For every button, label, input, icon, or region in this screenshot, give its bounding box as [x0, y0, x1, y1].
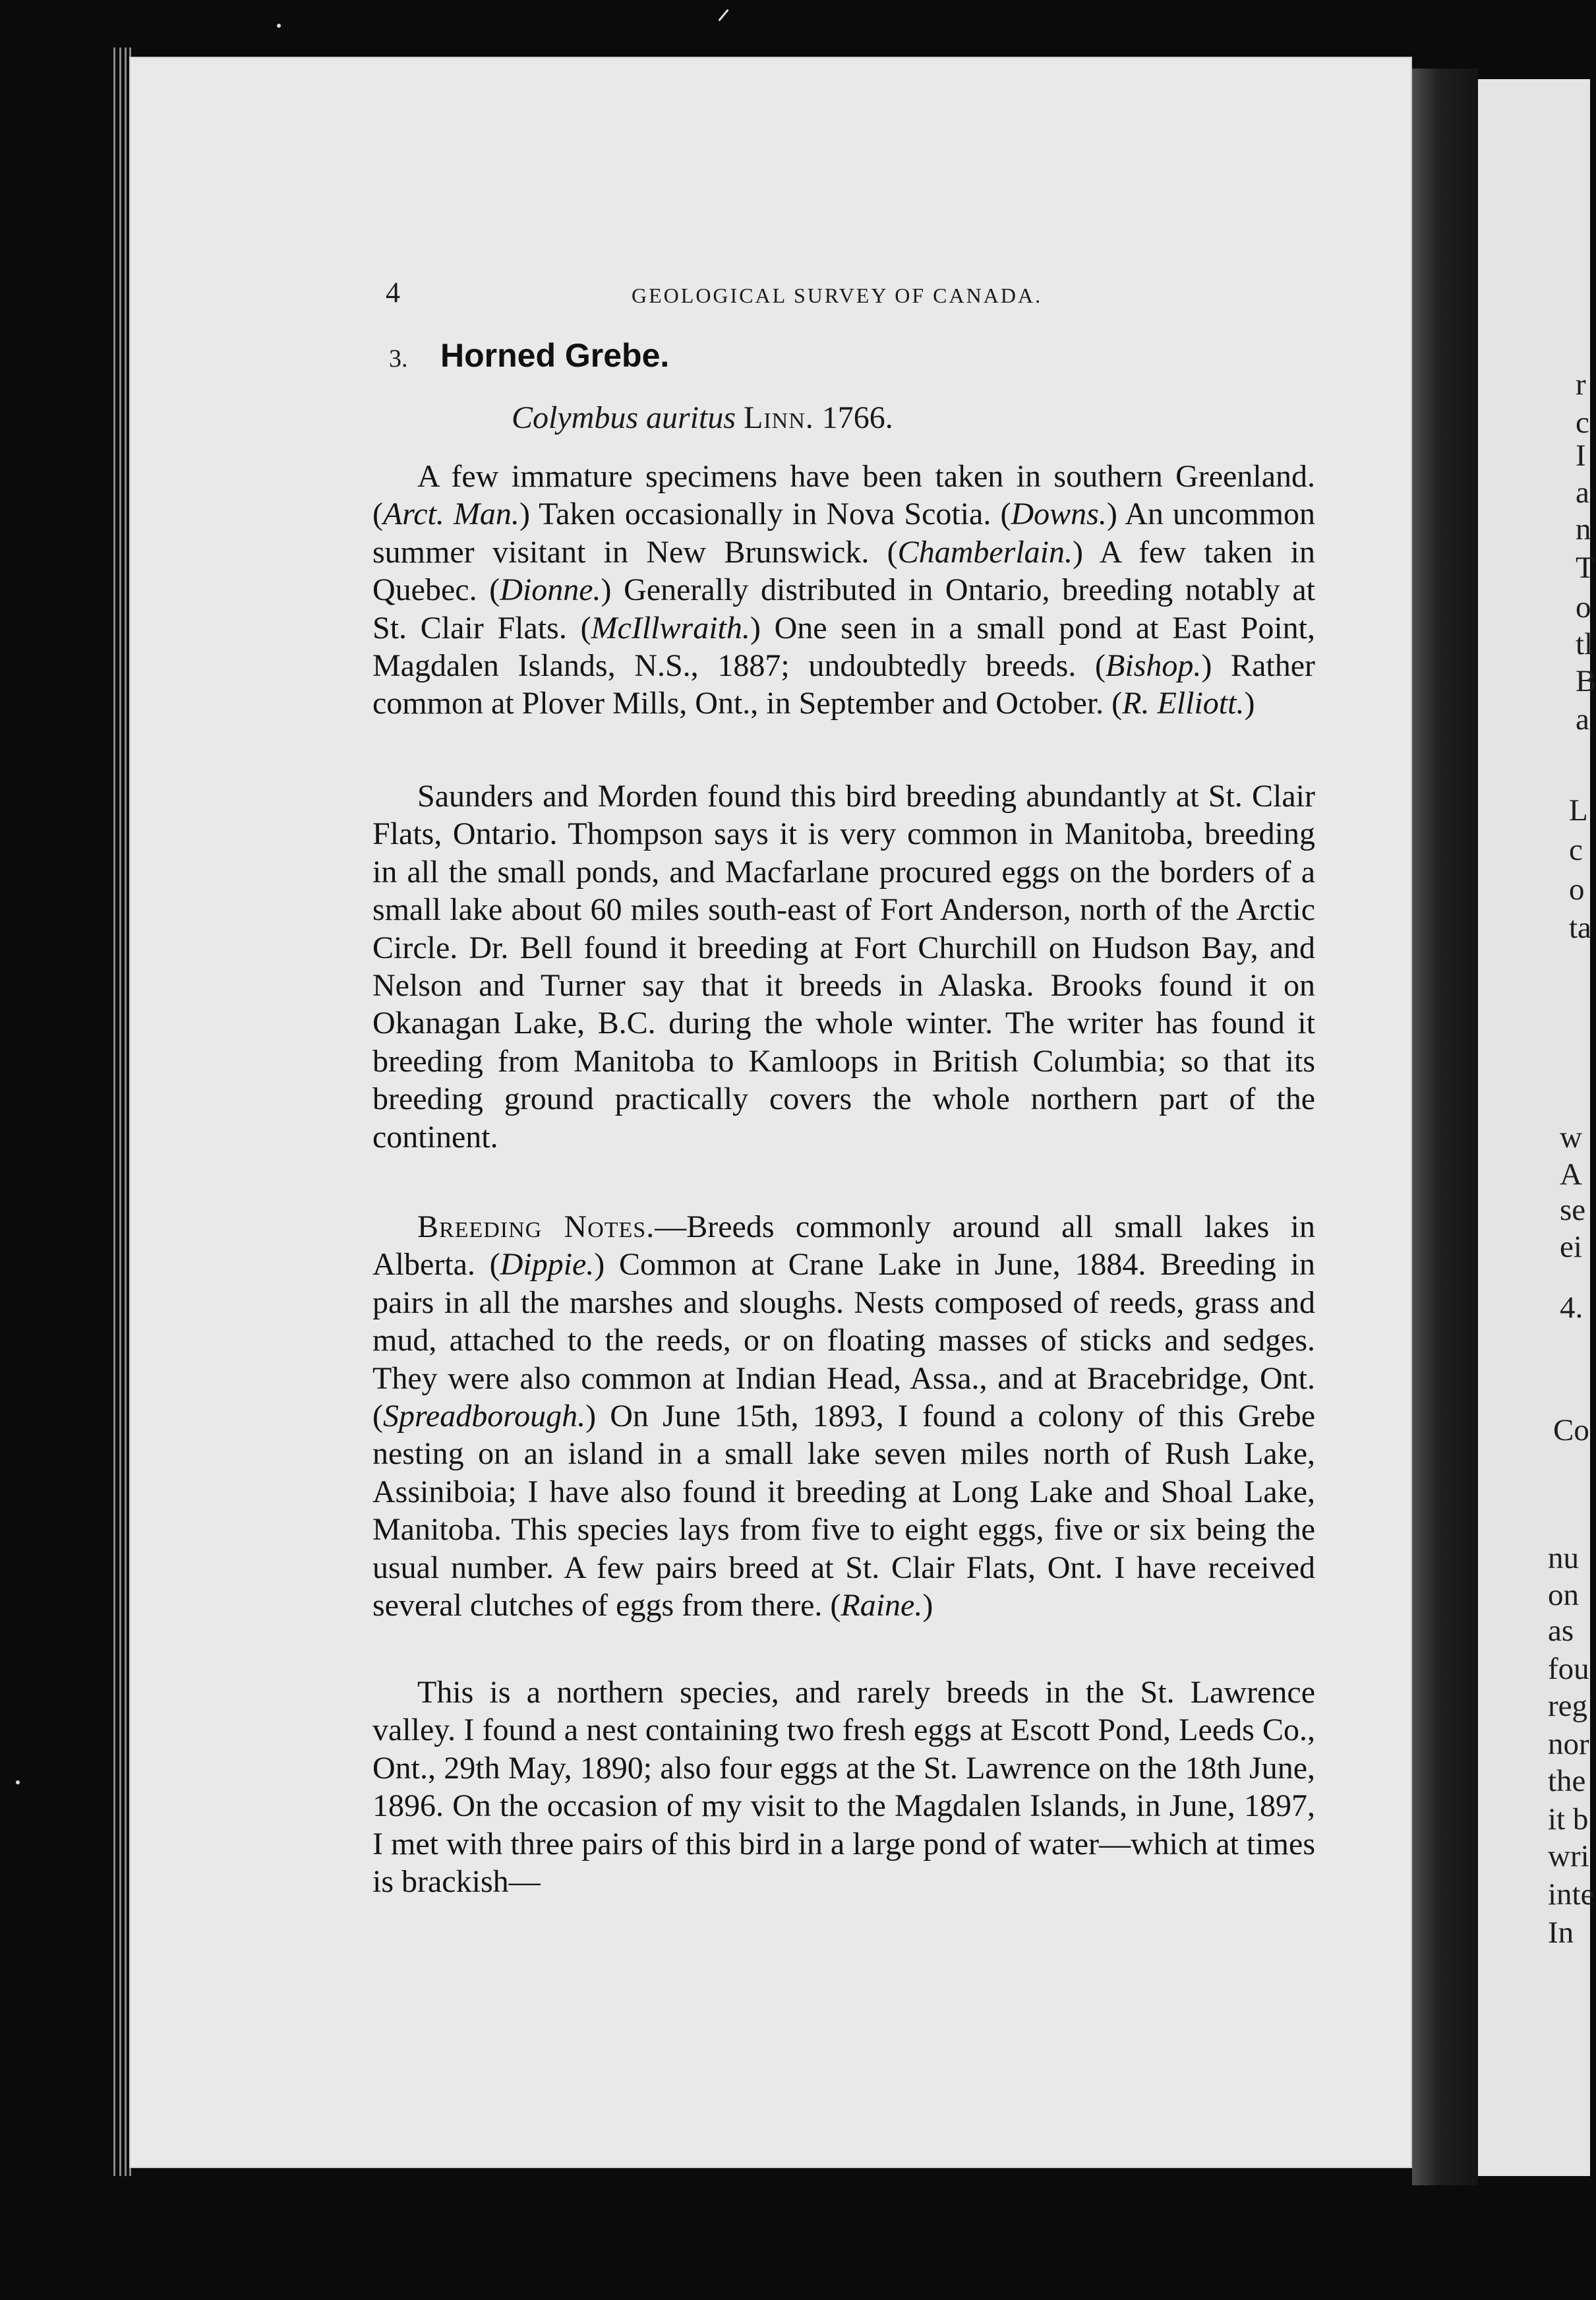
facing-line: In: [1548, 1916, 1574, 1950]
running-header: GEOLOGICAL SURVEY OF CANADA.: [632, 284, 1043, 307]
facing-line: tl: [1576, 627, 1593, 661]
citation: McIllwraith.: [591, 610, 750, 646]
paragraph-range: Saunders and Morden found this bird breeding abundantly at St. Clair Flats, Ontario. Thompson says it is very common in Manitoba, breeding in all the small ponds, and Macfarlane procured eggs on the borders of a small lake about 60 miles south-east of Fort Anderson, north of the Arctic Circle. Dr. Bell found it breeding at Fort Churchill on Hudson Bay, and Nelson and Turner say that it breeds in Alaska. Brooks found it on Okanagan Lake, B.C. during the whole winter. The writer has found it breeding from Manitoba to Kamloops in British Columbia; so that its breeding ground practically covers the whole northern part of the continent.: [372, 779, 1315, 1155]
facing-line: ei: [1560, 1230, 1582, 1264]
facing-line: c: [1569, 833, 1583, 867]
citation: Arct. Man.: [382, 497, 519, 532]
citation: Chamberlain.: [897, 534, 1073, 570]
facing-line: se: [1560, 1193, 1586, 1227]
authority-year: 1766.: [821, 400, 893, 435]
facing-line: it b: [1548, 1802, 1589, 1836]
paragraph-breeding-notes: Breeding Notes.—Breeds commonly around all small lakes in Alberta. (Dippie.) Common at Crane Lake in June, 1884. Breeding in pairs in all the marshes and sloughs. Nests composed of reeds, grass and mud, attached to the reeds, or on floating masses of sticks and sedges. They were also common at Indian Head, Assa., and at Bracebridge, Ont. (Spreadborough.) On June 15th, 1893, I found a colony of this Grebe nesting on an island in a small lake seven miles north of Rush Lake, Assiniboia; I have also found it breeding at Long Lake and Shoal Lake, Manitoba. This species lays from five to eight eggs, five or six being the usual number. A few pairs breed at St. Clair Flats, Ont. I have received several clutches of eggs from there. (Raine.): [372, 1209, 1316, 1623]
paragraph-northern-species: This is a northern species, and rarely breeds in the St. Lawrence valley. I found a nest containing two fresh eggs at Escott Pond, Leeds Co., Ont., 29th May, 1890; also four eggs at the St. Lawrence on the 18th June, 1896. On the occasion of my visit to the Magdalen Islands, in June, 1897, I met with three pairs of this bird in a large pond of water—which at times is brackish—: [372, 1675, 1315, 1900]
facing-line: wri: [1548, 1839, 1589, 1873]
facing-line: nor: [1548, 1727, 1589, 1761]
species-heading: Horned Grebe.: [440, 337, 670, 374]
species-number: 3.: [389, 345, 408, 373]
facing-line: on: [1548, 1578, 1579, 1612]
facing-line: nu: [1548, 1541, 1579, 1575]
facing-line: w: [1560, 1120, 1582, 1155]
facing-line: o: [1576, 590, 1591, 624]
paragraph-distribution: A few immature specimens have been taken in southern Greenland. (Arct. Man.) Taken occasionally in Nova Scotia. (Downs.) An uncommon summer visitant in New Brunswick. (Chamberlain.) A few taken in Quebec. (Dionne.) Generally distributed in Ontario, breeding notably at St. Clair Flats. (McIllwraith.) One seen in a small pond at East Point, Magdalen Islands, N.S., 1887; undoubtedly breeds. (Bishop.) Rather common at Plover Mills, Ont., in September and October. (R. Elliott.): [372, 459, 1316, 721]
facing-line: Co: [1553, 1413, 1589, 1447]
scientific-name-line: [512, 400, 893, 436]
facing-line: A: [1560, 1157, 1582, 1192]
citation: Downs.: [1011, 497, 1107, 532]
facing-line: the: [1548, 1764, 1586, 1798]
facing-line: T: [1576, 551, 1595, 585]
facing-line: 4.: [1560, 1290, 1583, 1325]
facing-line: ta: [1569, 911, 1591, 945]
citation: Raine.: [841, 1588, 923, 1623]
facing-line: a: [1576, 702, 1589, 737]
facing-line: reg: [1548, 1689, 1588, 1723]
facing-line: n: [1576, 512, 1591, 547]
citation: R. Elliott.: [1122, 686, 1245, 721]
facing-line: r: [1576, 367, 1586, 402]
facing-line: B: [1576, 664, 1596, 698]
facing-line: fou: [1548, 1652, 1589, 1686]
citation: Spreadborough.: [382, 1399, 586, 1434]
taxonomic-authority: Linn.: [744, 400, 814, 435]
facing-line: I: [1576, 439, 1586, 473]
facing-line: as: [1548, 1614, 1574, 1648]
facing-line: o: [1569, 872, 1585, 907]
scientific-name: Colymbus auritus: [512, 400, 736, 435]
facing-line: inte: [1548, 1877, 1595, 1912]
facing-line: c: [1576, 406, 1589, 440]
citation: Dionne.: [500, 572, 601, 608]
page-number: 4: [386, 276, 400, 309]
facing-line: a: [1576, 475, 1589, 510]
citation: Dippie.: [500, 1247, 595, 1283]
book-spine: [1412, 69, 1478, 2185]
citation: Bishop.: [1106, 648, 1202, 684]
breeding-notes-lead: Breeding Notes.: [417, 1209, 655, 1244]
facing-line: L: [1569, 793, 1588, 828]
facing-page-fragment: [1478, 79, 1596, 2176]
